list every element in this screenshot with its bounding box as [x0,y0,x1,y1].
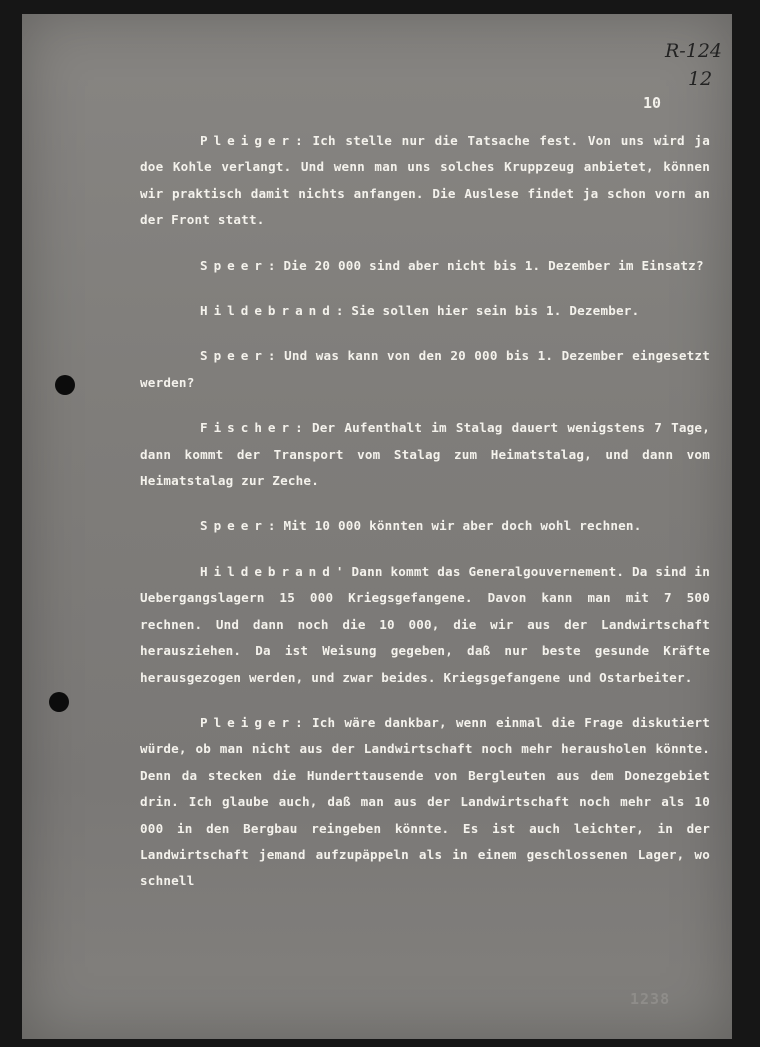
speaker-separator: : [295,714,303,730]
paragraph-text: Sie sollen hier sein bis 1. Dezember. [351,303,640,319]
speaker-separator: : [295,133,303,148]
speaker-separator: : [267,257,276,273]
paragraph-text: Der Aufenthalt im Stalag dauert wenigstens 7 Tage, dann kommt der Transport vom Stalag zum Heimatstalag, und dann vom Heimatstalag zur Zeche. [140,420,710,489]
page-number: 10 [643,94,662,112]
paragraph-text: Ich stelle nur die Tatsache fest. Von uns wird ja doe Kohle verlangt. Und wenn man uns solches Kruppzeug anbietet, können wir praktisch damit nichts anfangen. Die Auslese findet ja schon vorn an der Front statt. [140,133,710,228]
paragraph-text: Die 20 000 sind aber nicht bis 1. Dezember im Einsatz? [283,257,704,273]
paragraph-text: Und was kann von den 20 000 bis 1. Dezember eingesetzt werden? [140,348,710,390]
paragraph [140,298,710,324]
archive-reference-line2: 12 [688,68,713,90]
speaker-separator: : [295,420,303,436]
speaker-name: Pleiger [200,714,296,730]
speaker-separator: ' [335,563,344,579]
paragraph [140,559,710,691]
paragraph-text: Ich wäre dankbar, wenn einmal die Frage diskutiert würde, ob man nicht aus der Landwirtschaft noch mehr herausholen könnte. Denn da stecken die Hunderttausende von Bergleuten aus dem Donezgebiet drin. Ich glaube auch, daß man aus der Landwirtschaft noch mehr als 10 000 in den Bergbau reingeben könnte. Es ist auch leichter, in der Landwirtschaft jemand aufzupäppeln als in einem geschlossenen Lager, wo schnell [140,714,710,889]
speaker-name: Pleiger [200,133,296,148]
speaker-name: Speer [200,518,268,534]
speaker-name: Hildebrand [200,563,336,579]
speaker-name: Speer [200,348,268,364]
speaker-separator: : [267,518,276,534]
archive-reference-line1: R-124 [665,40,722,62]
speaker-name: Fischer [200,420,296,436]
punch-hole-bottom [49,692,69,712]
speaker-name: Hildebrand [200,303,336,319]
archive-stamp-number: 1238 [630,990,671,1008]
paragraph-text: Dann kommt das Generalgouvernement. Da sind in Uebergangslagern 15 000 Kriegsgefangene. Davon kann man mit 7 500 rechnen. Und dann noch die 10 000, die wir aus der Landwirtschaft herausziehen. Da ist Weisung gegeben, daß nur beste gesunde Kräfte herausgezogen werden, und zwar beides. Kriegsgefangene und Ostarbeiter. [140,563,710,685]
transcript-body [140,128,710,914]
speaker-separator: : [267,348,276,364]
paragraph [140,253,710,279]
paragraph [140,513,710,539]
punch-hole-top [55,375,75,395]
paragraph [140,710,710,895]
speaker-separator: : [335,303,344,319]
paragraph [140,343,710,396]
speaker-name: Speer [200,257,268,273]
paragraph [140,128,710,234]
paragraph [140,415,710,494]
paragraph-text: Mit 10 000 könnten wir aber doch wohl rechnen. [283,518,642,534]
